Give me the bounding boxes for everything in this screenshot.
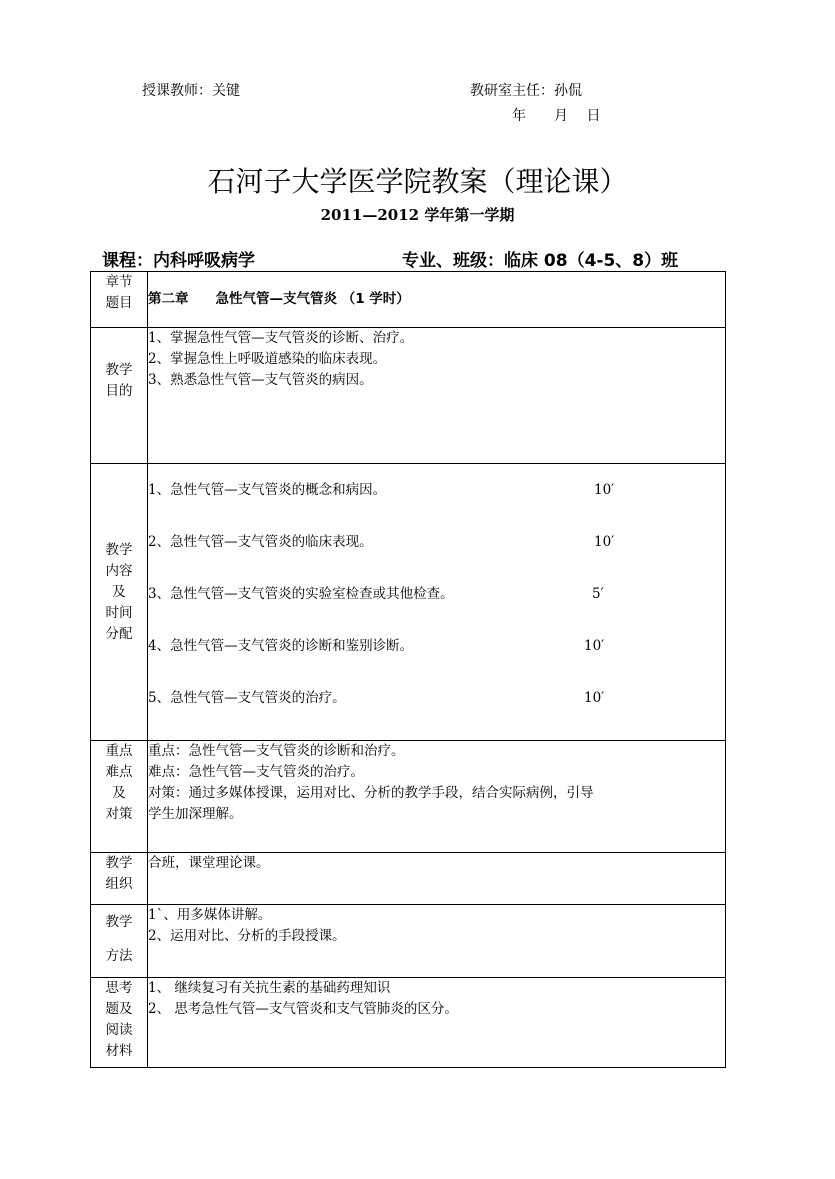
list-item: 3、熟悉急性气管—支气管炎的病因。 (148, 372, 373, 388)
list-item: 难点：急性气管—支气管炎的治疗。 (148, 764, 364, 780)
table-row (91, 905, 726, 978)
list-item: 学生加深理解。 (148, 806, 243, 822)
lesson-plan-table (90, 271, 726, 1068)
director-line: 教研室主任：孙侃 (470, 83, 582, 99)
methods-content (148, 905, 726, 978)
list-item: 2、急性气管—支气管炎的临床表现。 10′ (148, 534, 615, 550)
list-item: 2、掌握急性上呼吸道感染的临床表现。 (148, 351, 387, 367)
term-line: 2011—2012 学年第一学期 (320, 206, 515, 224)
chapter-title: 第二章 急性气管—支气管炎 （1 学时） (148, 272, 726, 328)
content-label: 教学 内容 及 时间 分配 (91, 464, 148, 741)
list-item: 2、运用对比、分析的手段授课。 (148, 928, 346, 944)
table-row (91, 272, 726, 328)
key-points-label: 重点 难点 及 对策 (91, 741, 148, 853)
list-item: 3、急性气管—支气管炎的实验室检查或其他检查。 5′ (148, 586, 604, 602)
list-item: 2、 思考急性气管—支气管炎和支气管肺炎的区分。 (148, 1001, 458, 1017)
reading-label: 思考 题及 阅读 材料 (91, 978, 148, 1068)
teacher-line: 授课教师：关键 (142, 83, 240, 99)
document-title: 石河子大学医学院教案（理论课） (207, 165, 628, 198)
table-row (91, 328, 726, 464)
goals-label: 教学 目的 (91, 328, 148, 464)
course-line: 课程：内科呼吸病学 (102, 251, 255, 271)
major-class-line: 专业、班级：临床 08（4-5、8）班 (402, 251, 679, 271)
list-item: 对策：通过多媒体授课，运用对比、分析的教学手段，结合实际病例，引导 (148, 785, 594, 801)
list-item: 1`、用多媒体讲解。 (148, 907, 272, 923)
list-item: 5、急性气管—支气管炎的治疗。 10′ (148, 690, 605, 706)
table-row (91, 464, 726, 741)
list-item: 重点：急性气管—支气管炎的诊断和治疗。 (148, 743, 405, 759)
methods-label: 教学 方法 (91, 905, 148, 978)
list-item: 4、急性气管—支气管炎的诊断和鉴别诊断。 10′ (148, 638, 605, 654)
list-item: 1、 继续复习有关抗生素的基础药理知识 (148, 980, 391, 996)
list-item: 1、急性气管—支气管炎的概念和病因。 10′ (148, 482, 615, 498)
list-item: 1、掌握急性气管—支气管炎的诊断、治疗。 (148, 330, 414, 346)
organization-label: 教学 组织 (91, 853, 148, 905)
chapter-label: 章节 题目 (91, 272, 148, 328)
table-row (91, 978, 726, 1068)
reading-content (148, 978, 726, 1068)
key-points-content (148, 741, 726, 853)
table-row (91, 741, 726, 853)
content-allocation (148, 464, 726, 741)
date-line: 年 月 日 (512, 108, 601, 124)
goals-content (148, 328, 726, 464)
table-row (91, 853, 726, 905)
organization-content: 合班，课堂理论课。 (148, 853, 726, 905)
